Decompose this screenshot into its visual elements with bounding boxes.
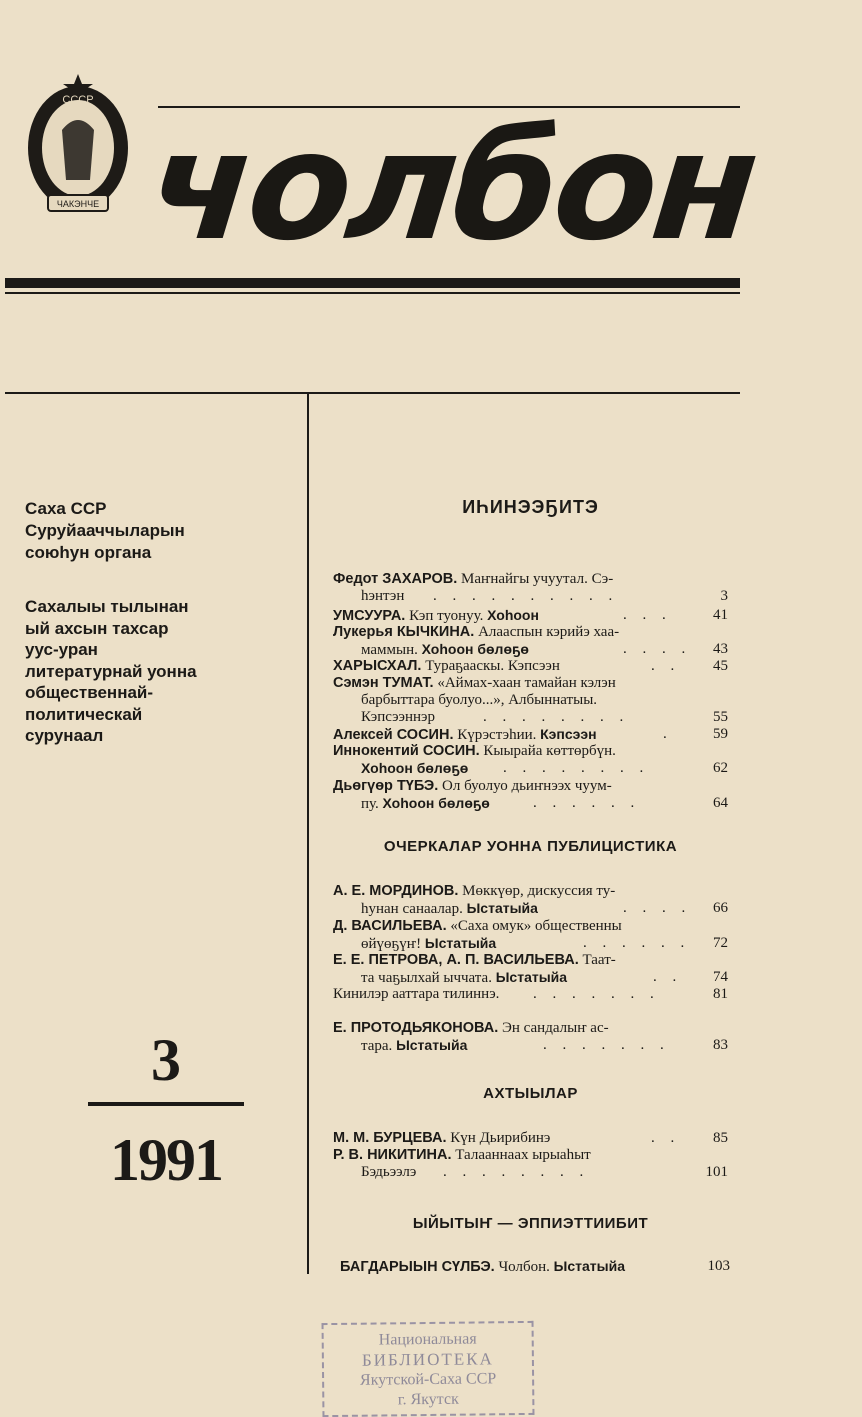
publisher-organ (25, 498, 295, 564)
writers-union-emblem-icon (22, 70, 134, 215)
desc-line: литературнай уонна (25, 661, 197, 681)
stamp-line: г. Якутск (397, 1390, 459, 1409)
contents-heading: ИҺИНЭЭҔИТЭ (462, 497, 599, 517)
issue-number: 3 (151, 1027, 181, 1093)
toc-entry: Федот ЗАХАРОВ. Маҥнайгы учуутал. Сэ- һэнтэн . . . . . . . . . . 3 (333, 571, 728, 604)
stamp-line: БИБЛИОТЕКА (361, 1349, 494, 1370)
column-divider (307, 394, 309, 1274)
stamp-line: Якутской-Саха ССР (359, 1370, 497, 1389)
section-divider (5, 392, 740, 394)
desc-line: уус-уран (25, 640, 98, 659)
toc-entry: Кинилэр ааттара тилиннэ. . . . . . . . 81 (333, 986, 728, 1002)
toc-entry: Е. Е. ПЕТРОВА, А. П. ВАСИЛЬЕВА. Таат- та чаҕылхай ыччата. Ыстатыйа . . 74 (333, 952, 728, 986)
issue-year: 1991 (110, 1127, 222, 1193)
page-number: 64 (713, 795, 728, 811)
page-number: 59 (713, 726, 728, 742)
issue-rule (88, 1102, 244, 1106)
emblem-text-top: СССР (62, 94, 94, 106)
page-number: 66 (713, 900, 728, 916)
desc-line: политическай (25, 704, 143, 724)
desc-line: ый ахсын тахсар (25, 618, 169, 638)
org-line: Суруйааччыларын (25, 521, 185, 540)
page-number: 3 (720, 588, 728, 604)
section-heading: АХТЫЫЛАР (483, 1085, 578, 1102)
toc-entry: М. М. БУРЦЕВА. Күн Дьирибинэ . . 85 (333, 1130, 728, 1146)
toc-entry: Д. ВАСИЛЬЕВА. «Саха омук» общественны өйүөҕүҥ! Ыстатыйа . . . . . . 72 (333, 918, 728, 952)
page-number: 43 (713, 641, 728, 657)
journal-description (25, 596, 295, 747)
section-heading: ЫЙЫТЫҤ — ЭППИЭТТИИБИТ (412, 1215, 649, 1232)
toc-entry: Сэмэн ТУМАТ. «Аймах-хаан тамайан кэлэн барбыттара буолуо...», Албыннатыы. Кэпсээннэр . . . . . . . . 55 (333, 675, 728, 725)
page-number: 83 (713, 1037, 728, 1053)
emblem-text-bottom: ЧАКЭНЧЕ (56, 199, 100, 209)
desc-line: сурунаал (25, 726, 104, 745)
page-number: 41 (713, 607, 728, 623)
toc-entry: Алексей СОСИН. Күрэстэһии. Кэпсээн . 59 (333, 726, 728, 743)
toc-entry: УМСУУРА. Кэп туонуу. Хоһоон . . . 41 (333, 607, 728, 624)
toc-entry: А. Е. МОРДИНОВ. Мөккүөр, дискуссия ту- һунан санаалар. Ыстатыйа . . . . 66 (333, 883, 728, 917)
page-number: 85 (713, 1130, 728, 1146)
section-heading: ОЧЕРКАЛАР УОННА ПУБЛИЦИСТИКА (383, 838, 678, 855)
page-number: 101 (705, 1164, 728, 1180)
toc-entry: Р. В. НИКИТИНА. Талааннаах ырыаһыт Бэдьээлэ . . . . . . . . 101 (333, 1147, 728, 1180)
handwritten-note (0, 700, 54, 860)
org-line: Саха ССР (25, 499, 107, 518)
stamp-line: Национальная (378, 1330, 477, 1349)
library-stamp (322, 1321, 535, 1417)
header-rule-thin (5, 292, 740, 294)
toc-entry: ХАРЫСХАЛ. Тураҕааскы. Кэпсээн . . 45 (333, 658, 728, 674)
toc-entry: Лукерья КЫЧКИНА. Алааспын кэрийэ хаа- маммын. Хоһоон бөлөҕө . . . . 43 (333, 624, 728, 658)
page-number: 103 (707, 1258, 730, 1274)
page-number: 72 (713, 935, 728, 951)
header-rule-thick (5, 278, 740, 288)
desc-line: общественнай- (25, 683, 154, 702)
page-number: 45 (713, 658, 728, 674)
toc-entry: БАГДАРЫЫН СҮЛБЭ. Чолбон. Ыстатыйа 103 (340, 1258, 730, 1275)
page-number: 55 (713, 709, 728, 725)
page-number: 74 (713, 969, 728, 985)
page-number: 62 (713, 760, 728, 776)
toc-entry: Дьөгүөр ТҮБЭ. Ол буолуо дьиҥнээх чуум- пу. Хоһоон бөлөҕө . . . . . . 64 (333, 778, 728, 812)
toc-entry: Иннокентий СОСИН. Кыырайа көттөрбүн. Хоһоон бөлөҕө . . . . . . . . 62 (333, 743, 728, 776)
desc-line: Сахалыы тылынан (25, 597, 189, 616)
org-line: союһун органа (25, 543, 152, 562)
magazine-title: чолбон (140, 100, 763, 274)
toc-entry: Е. ПРОТОДЬЯКОНОВА. Эн сандалыҥ ас- тара. Ыстатыйа . . . . . . . 83 (333, 1020, 728, 1054)
page-number: 81 (713, 986, 728, 1002)
